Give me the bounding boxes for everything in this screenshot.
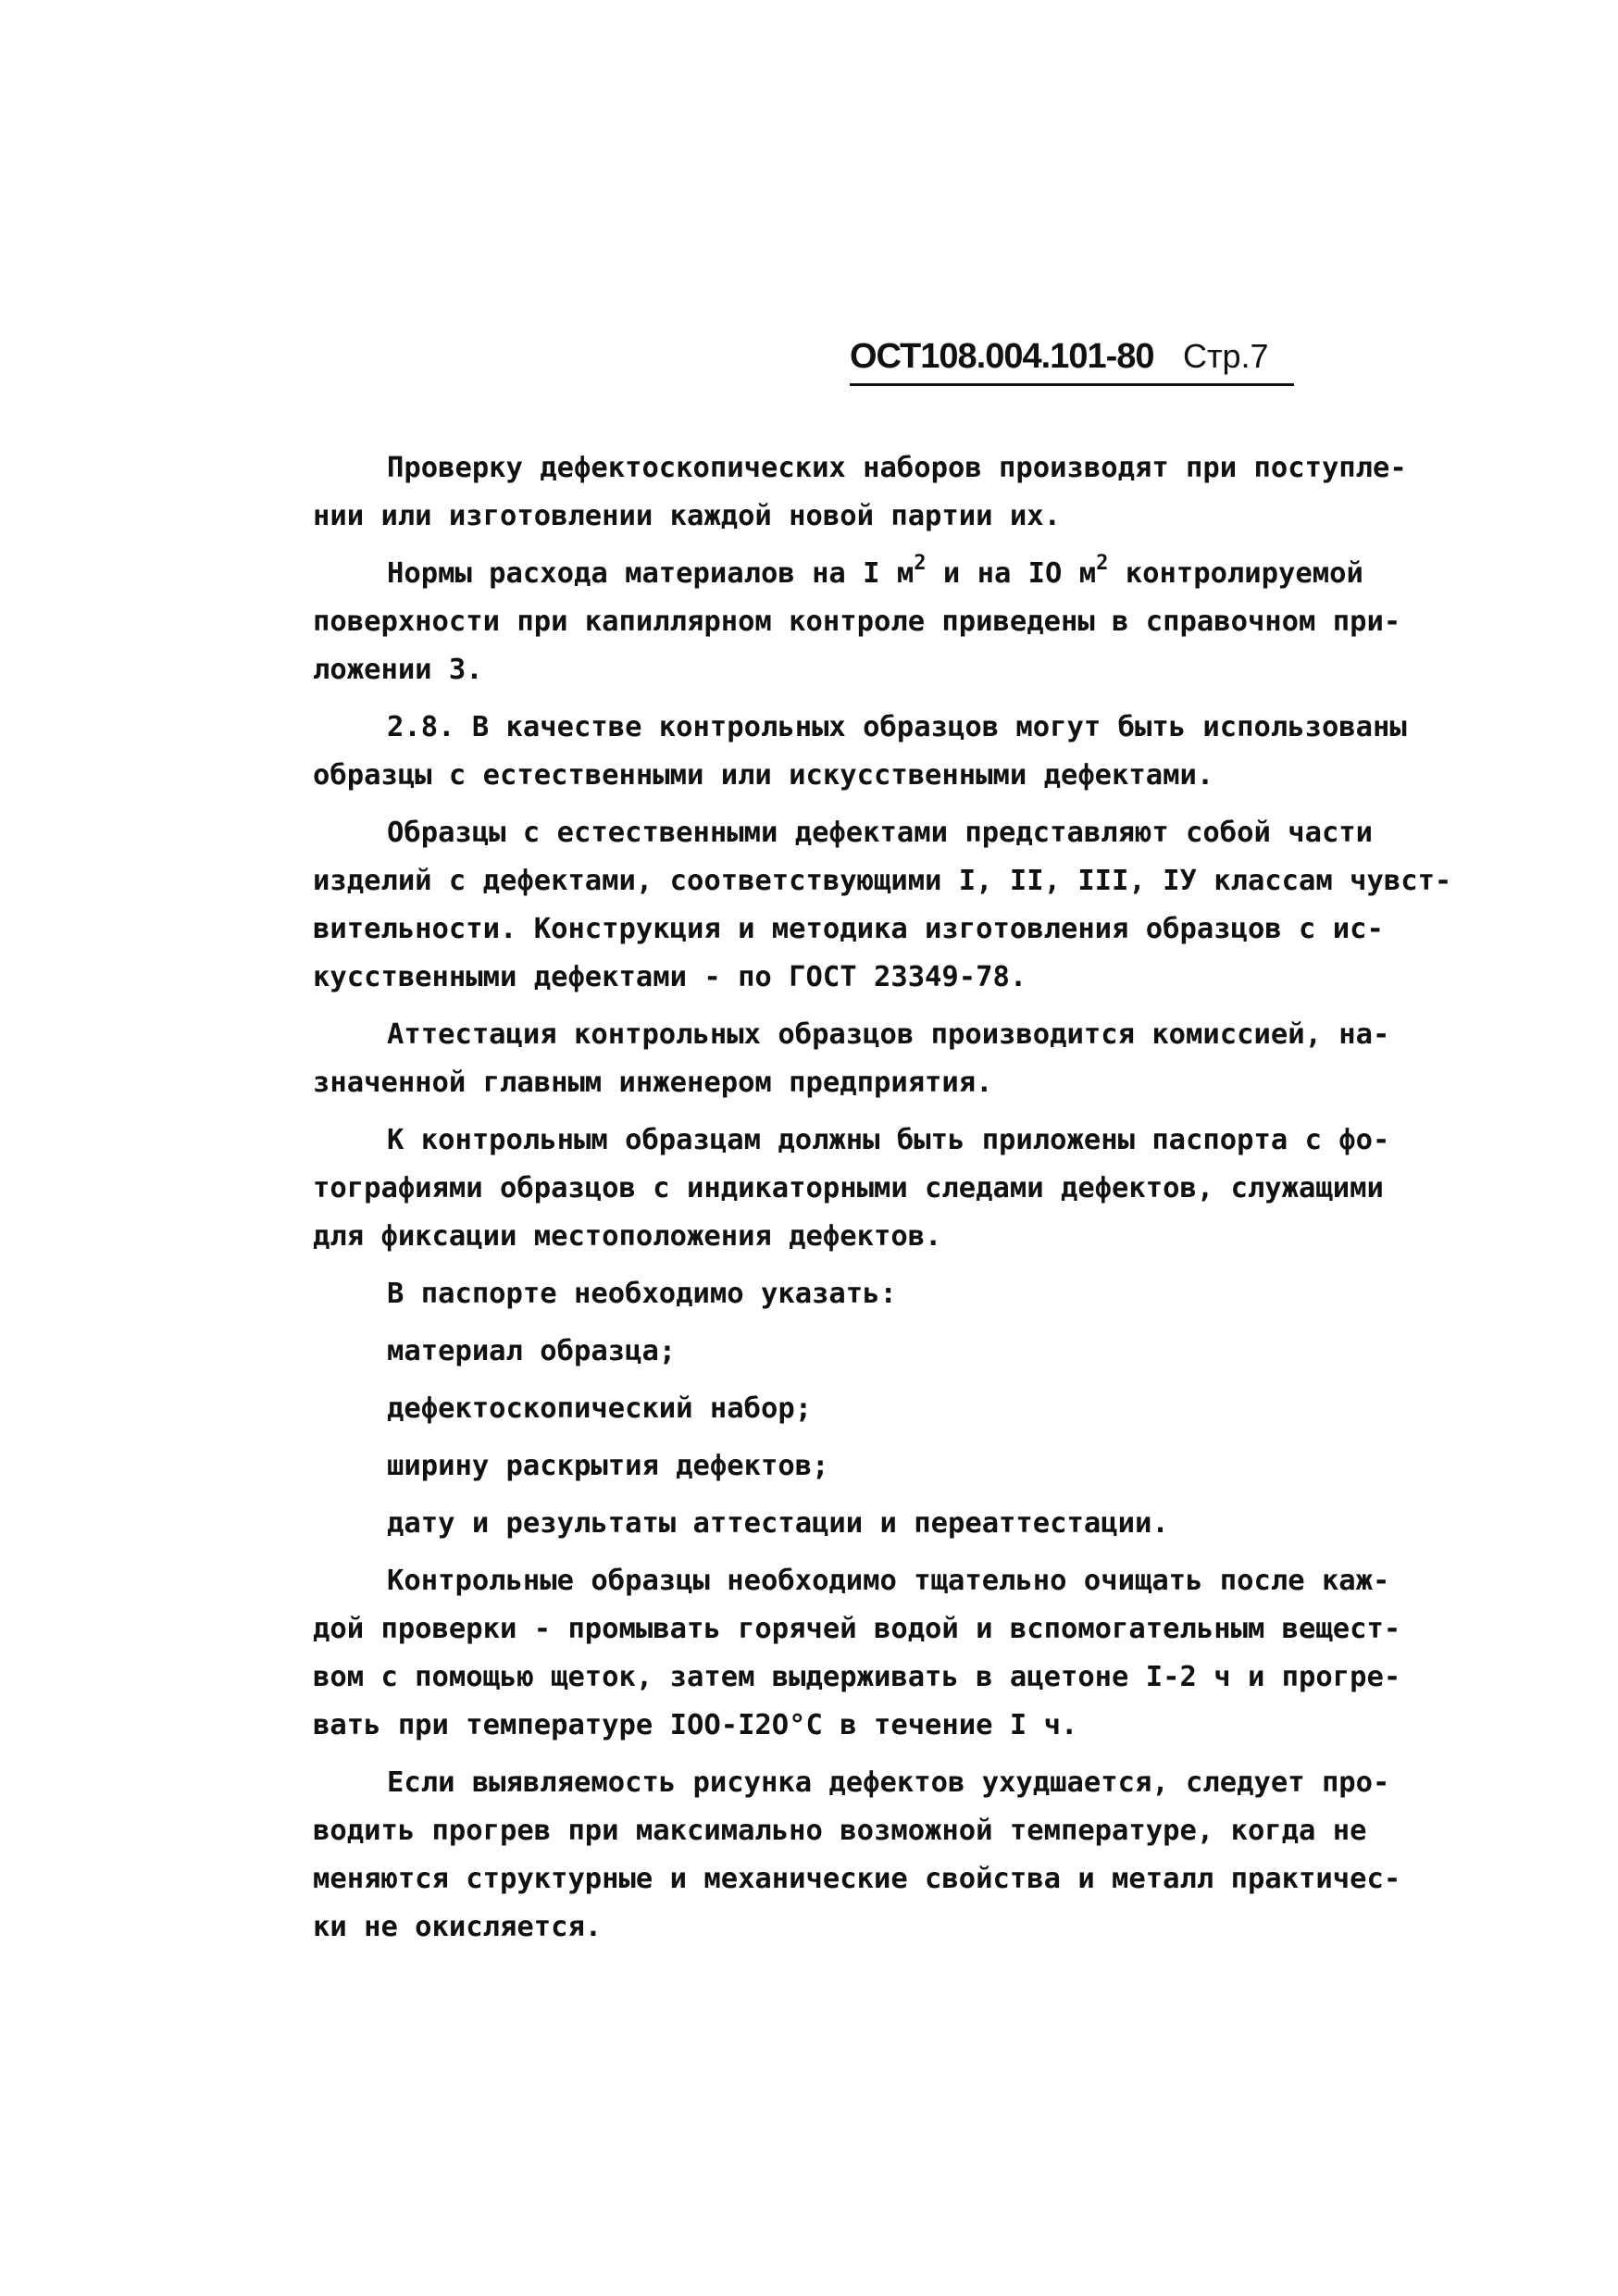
text-line: для фиксации местоположения дефектов.: [313, 1220, 942, 1253]
text-line: вом с помощью щеток, затем выдерживать в ацетоне I-2 ч и прогре-: [313, 1661, 1401, 1693]
text-line: Проверку дефектоскопических наборов производят при поступле-: [387, 452, 1407, 484]
text-line: К контрольным образцам должны быть приложены паспорта с фо-: [387, 1124, 1390, 1156]
text-line: поверхности при капиллярном контроле приведены в справочном при-: [313, 605, 1401, 638]
text-line: вать при температуре IОО-I2О°С в течение I ч.: [313, 1709, 1078, 1741]
page-number: Стр.7: [1183, 337, 1269, 375]
text-line: В паспорте необходимо указать:: [387, 1278, 897, 1310]
text-line: кусственными дефектами - по ГОСТ 23349-78.: [313, 961, 1027, 993]
list-item: дату и результаты аттестации и переаттестации.: [387, 1507, 1169, 1540]
text-line: значенной главным инженером предприятия.: [313, 1067, 993, 1099]
text-line: водить прогрев при максимально возможной температуре, когда не: [313, 1815, 1367, 1847]
text-line: [313, 550, 1363, 598]
text-line: вительности. Конструкция и методика изготовления образцов с ис-: [313, 913, 1384, 945]
text-line: Аттестация контрольных образцов производится комиссией, на-: [387, 1018, 1390, 1051]
text-line: 2.8. В качестве контрольных образцов могут быть использованы: [387, 711, 1407, 743]
text-segment: Нормы расхода материалов на I м: [387, 557, 915, 590]
list-item: ширину раскрытия дефектов;: [387, 1450, 829, 1482]
text-line: изделий с дефектами, соответствующими I, II, III, IУ классам чувст-: [313, 865, 1452, 897]
superscript: 2: [1096, 551, 1109, 575]
superscript: 2: [914, 551, 927, 575]
text-line: тографиями образцов с индикаторными следами дефектов, служащими: [313, 1172, 1384, 1204]
text-segment: контролируемой: [1108, 557, 1363, 590]
list-item: материал образца;: [387, 1335, 677, 1367]
list-item: дефектоскопический набор;: [387, 1392, 813, 1425]
text-line: ки не окисляется.: [313, 1911, 603, 1943]
text-line: дой проверки - промывать горячей водой и вспомогательным вещест-: [313, 1613, 1401, 1645]
text-segment: и на IО м: [926, 557, 1097, 590]
document-code: ОСТ108.004.101-80: [850, 337, 1154, 376]
text-line: образцы с естественными или искусственными дефектами.: [313, 759, 1214, 792]
page-header: [850, 335, 1294, 386]
text-line: ложении 3.: [313, 654, 483, 686]
text-line: Образцы с естественными дефектами представляют собой части: [387, 817, 1374, 849]
text-line: нии или изготовлении каждой новой партии их.: [313, 500, 1061, 532]
body-text: [313, 444, 1452, 1952]
text-line: Если выявляемость рисунка дефектов ухудшается, следует про-: [387, 1766, 1390, 1799]
text-line: меняются структурные и механические свойства и металл практичес-: [313, 1863, 1401, 1895]
text-line: Контрольные образцы необходимо тщательно очищать после каж-: [387, 1565, 1390, 1597]
